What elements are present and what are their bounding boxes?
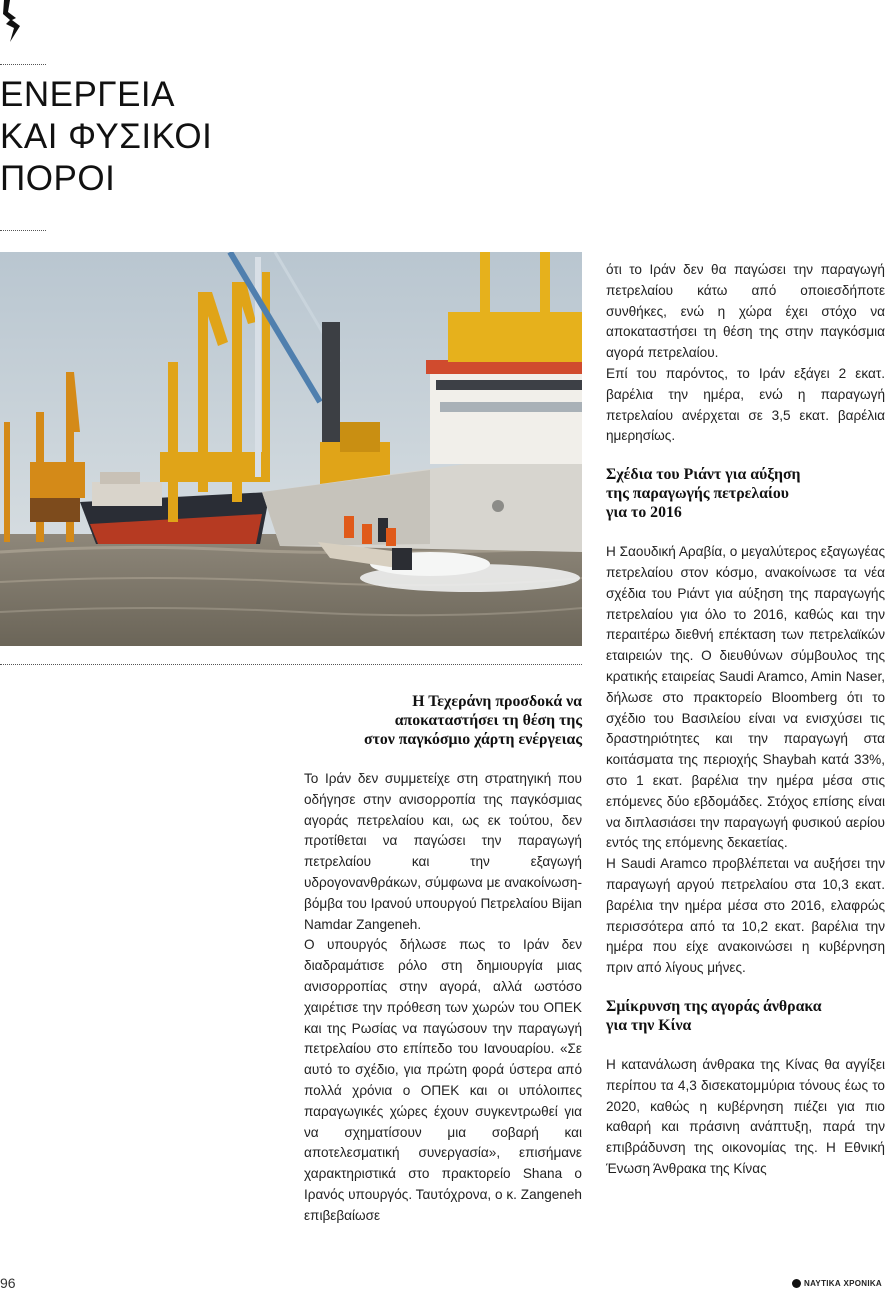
magazine-brand	[792, 1279, 882, 1288]
lightning-logo-icon	[0, 0, 24, 42]
brand-logo-icon	[792, 1279, 801, 1288]
article-1-paragraph: Ο υπουργός δήλωσε πως το Ιράν δεν διαδραμάτισε ρόλο στη δημιουργία μιας ανισορροπίας στην αγορά, αλλά ωστόσο χαιρέτισε την πρόθεση των χωρών του ΟΠΕΚ και της Ρωσίας να παγώσουν την παραγωγή πετρελαίου στο επίπεδο του Ιανουαρίου. «Σε αυτό το σχέδιο, για πρώτη φορά ύστερα από πολλά χρόνια ο ΟΠΕΚ και οι υπόλοιπες παραγωγικές χώρες έχουν συγκεντρωθεί για να σχηματίσουν μια σοβαρή και αποτελεσματική συνεργασία», επισήμανε χαρακτηριστικά στο πρακτορείο Shana ο Ιρανός υπουργός. Ταυτόχρονα, ο κ. Zangeneh επιβεβαίωσε	[304, 937, 582, 1223]
article-2-paragraph: Η Saudi Aramco προβλέπεται να αυξήσει την παραγωγή αργού πετρελαίου στα 10,3 εκατ. βαρέλια την ημέρα μέσα στο 2016, ελαφρώς περισσότερα από τα 10,2 εκατ. βαρέλια την ημέρα που είχε ανακοινώσει η κυβέρνηση πριν από λίγους μήνες.	[606, 856, 885, 976]
photo-divider	[0, 664, 582, 665]
title-bottom-divider	[0, 230, 46, 231]
article-1-continuation: ότι το Ιράν δεν θα παγώσει την παραγωγή πετρελαίου κάτω από οποιεσδήποτε συνθήκες, ενώ η χώρα έχει στόχο να αποκαταστήσει τη θέση της στην παγκόσμια αγορά πετρελαίου.	[606, 262, 885, 361]
article-1-continuation: Επί του παρόντος, το Ιράν εξάγει 2 εκατ. βαρέλια την ημέρα, ενώ η παραγωγή πετρελαίου ανέρχεται σε 3,5 εκατ. βαρέλια ημερησίως.	[606, 365, 885, 444]
article-2-heading: Σχέδια του Ριάντ για αύξηση της παραγωγής πετρελαίου για το 2016	[606, 466, 801, 522]
article-1-paragraph: Το Ιράν δεν συμμετείχε στη στρατηγική που οδήγησε στην ανισορροπία της παγκόσμιας αγοράς πετρελαίου και, ως εκ τούτου, δεν προτίθεται να παγώσει την παραγωγή πετρελαίου και την εξαγωγή υδρογονανθράκων, σύμφωνα με ανακοίνωση-βόμβα του Ιρανού υπουργού Πετρελαίου Bijan Namdar Zangeneh.	[304, 771, 582, 932]
article-3-paragraph: Η κατανάλωση άνθρακα της Κίνας θα αγγίξει περίπου τα 4,3 δισεκατομμύρια τόνους έως το 2020, καθώς η κυβέρνηση πιέζει για πιο καθαρή και πράσινη ανάπτυξη, παρά την επιβράδυνση της οικονομίας της. Η Εθνική Ένωση Άνθρακα της Κίνας	[606, 1056, 885, 1176]
article-3-heading: Σμίκρυνση της αγοράς άνθρακα για την Κίνα	[606, 997, 822, 1034]
title-top-divider	[0, 64, 46, 65]
right-column	[606, 260, 885, 1180]
article-1-column	[304, 692, 582, 1227]
port-cranes-photo	[0, 252, 582, 646]
article-2-paragraph: Η Σαουδική Αραβία, ο μεγαλύτερος εξαγωγέας πετρελαίου στον κόσμο, ανακοίνωσε τα νέα σχέδια του Ριάντ για αύξηση της παραγωγής πετρελαίου για όλο το 2016, καθώς και την περαιτέρω διεθνή επέκταση των πετρελαϊκών εταιρειών της. Ο διευθύνων σύμβουλος της κρατικής εταιρείας Saudi Aramco, Amin Naser, δήλωσε στο πρακτορείο Bloomberg ότι το σχέδιο του Βασιλείου είναι να ενισχύσει τις δραστηριότητες και την παραγωγή στα κοιτάσματα της περιοχής Shaybah κατά 33%, στο 1 εκατ. βαρέλια την ημέρα μέσα στις επόμενες δύο εβδομάδες. Στόχος επίσης είναι να διπλασιάσει την παραγωγή φυσικού αερίου εντός της επόμενης δεκαετίας.	[606, 544, 885, 851]
brand-name: ΝΑΥΤΙΚΑ ΧΡΟΝΙΚΑ	[804, 1279, 882, 1288]
page-number: 96	[0, 1275, 16, 1291]
section-title: ΕΝΕΡΓΕΙΑ ΚΑΙ ΦΥΣΙΚΟΙ ΠΟΡΟΙ	[0, 75, 213, 198]
article-1-heading: Η Τεχεράνη προσδοκά να αποκαταστήσει τη θέση της στον παγκόσμιο χάρτη ενέργειας	[364, 693, 582, 748]
